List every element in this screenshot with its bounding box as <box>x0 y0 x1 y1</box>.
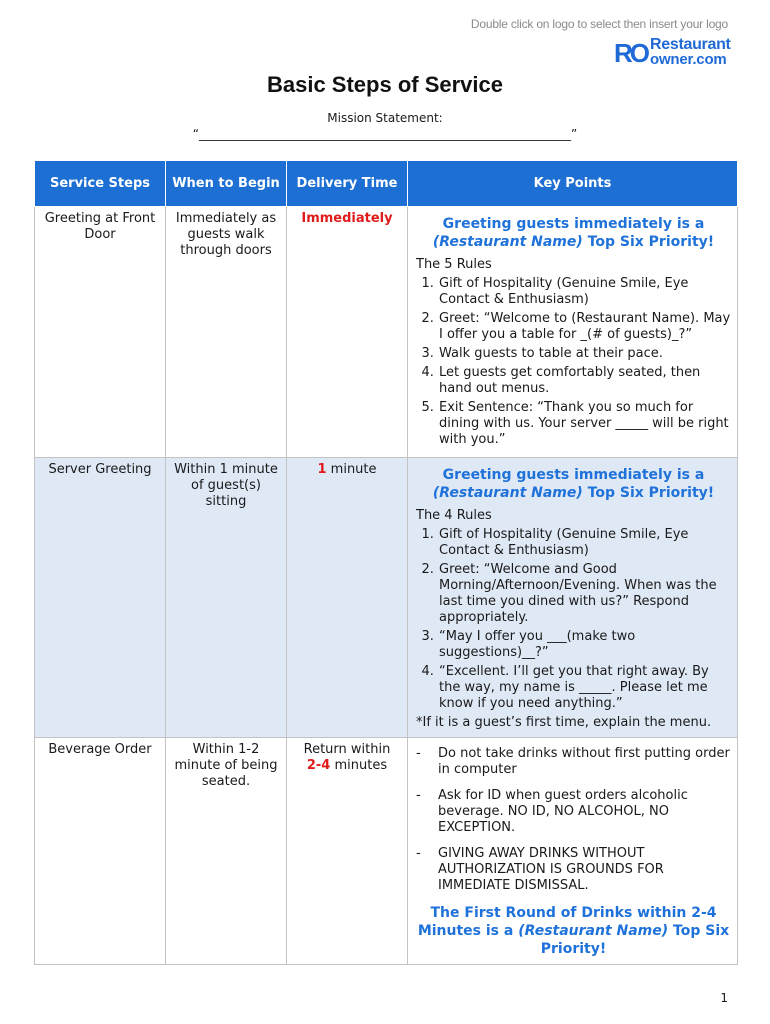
restaurant-owner-logo[interactable] <box>614 35 738 71</box>
table-row <box>35 458 738 738</box>
list-item: 1. Gift of Hospitality (Genuine Smile, Eye Contact & Enthusiasm) <box>438 276 731 308</box>
service-steps-table <box>34 160 738 965</box>
list-item <box>416 746 731 778</box>
rules-list <box>416 527 731 712</box>
table-row <box>35 738 738 965</box>
mission-statement-blank: “______________________________________________________________” <box>192 127 578 141</box>
restaurant-name-placeholder: (Restaurant Name) <box>432 234 583 250</box>
list-item-text: Ask for ID when guest orders alcoholic beverage. NO ID, NO ALCOHOL, NO EXCEPTION. <box>438 788 688 835</box>
rules-title: The 5 Rules <box>416 257 492 272</box>
rules-title: The 4 Rules <box>416 508 492 523</box>
header-when-to-begin: When to Begin <box>166 161 287 207</box>
dash-bullet: - <box>416 746 421 761</box>
list-item: 4. Let guests get comfortably seated, then hand out menus. <box>438 365 731 397</box>
header-service-steps: Service Steps <box>35 161 166 207</box>
delivery-suffix: minute <box>326 462 377 477</box>
beverage-rules-list <box>416 746 731 894</box>
page-number: 1 <box>720 991 728 1005</box>
restaurant-name-placeholder: (Restaurant Name) <box>432 485 583 501</box>
restaurant-name-placeholder: (Restaurant Name) <box>518 923 669 939</box>
list-item <box>416 788 731 836</box>
step-cell: Server Greeting <box>35 458 166 738</box>
delivery-cell <box>287 207 408 458</box>
delivery-cell <box>287 738 408 965</box>
step-cell: Beverage Order <box>35 738 166 965</box>
mission-label: Mission Statement: <box>327 111 443 125</box>
delivery-suffix: minutes <box>330 758 388 773</box>
priority-heading-line-2: Top Six Priority! <box>582 234 715 250</box>
logo-mark: RO <box>614 38 647 68</box>
first-time-note: *If it is a guest’s first time, explain the menu. <box>416 715 712 730</box>
logo-text-line-1: Restaurant <box>650 36 731 53</box>
list-item: 3. “May I offer you ___(make two suggestions)__?” <box>438 629 731 661</box>
dash-bullet: - <box>416 788 421 803</box>
key-points-cell <box>408 738 738 965</box>
list-item: 5. Exit Sentence: “Thank you so much for dining with us. Your server _____ will be right with you.” <box>438 400 731 448</box>
priority-heading-line-2: Top Six Priority! <box>582 485 715 501</box>
delivery-value: 1 <box>317 462 327 477</box>
header-key-points: Key Points <box>408 161 738 207</box>
page-title: Basic Steps of Service <box>266 72 503 97</box>
logo-hint: Double click on logo to select then insert your logo <box>470 17 728 31</box>
drinks-priority-part-1: The First Round of Drinks within 2-4 Minutes is a <box>417 905 717 939</box>
priority-heading <box>416 215 731 251</box>
key-points-cell <box>408 458 738 738</box>
list-item: 4. “Excellent. I’ll get you that right away. By the way, my name is _____. Please let me know if you need anything.” <box>438 664 731 712</box>
step-cell: Greeting at Front Door <box>35 207 166 458</box>
table-row <box>35 207 738 458</box>
key-points-cell <box>408 207 738 458</box>
begin-cell: Within 1 minute of guest(s) sitting <box>166 458 287 738</box>
drinks-priority-statement <box>416 904 731 958</box>
rules-list <box>416 276 731 448</box>
list-item: 2. Greet: “Welcome to (Restaurant Name). May I offer you a table for _(# of guests)_?” <box>438 311 731 343</box>
delivery-value: 2-4 <box>306 758 331 773</box>
dash-bullet: - <box>416 846 421 861</box>
priority-heading <box>416 466 731 502</box>
delivery-value: Immediately <box>301 211 393 226</box>
begin-cell: Immediately as guests walk through doors <box>166 207 287 458</box>
list-item-text: GIVING AWAY DRINKS WITHOUT AUTHORIZATION IS GROUNDS FOR IMMEDIATE DISMISSAL. <box>438 846 664 893</box>
list-item-text: Do not take drinks without first putting order in computer <box>438 746 730 777</box>
header-delivery-time: Delivery Time <box>287 161 408 207</box>
list-item: 2. Greet: “Welcome and Good Morning/Afternoon/Evening. When was the last time you dined with us?” Respond appropriately. <box>438 562 731 626</box>
list-item <box>416 846 731 894</box>
delivery-cell <box>287 458 408 738</box>
begin-cell: Within 1-2 minute of being seated. <box>166 738 287 965</box>
drinks-priority-part-2: Top Six Priority! <box>540 923 730 957</box>
list-item: 3. Walk guests to table at their pace. <box>438 346 731 362</box>
table-header-row <box>35 161 738 207</box>
delivery-prefix: Return within <box>303 742 391 757</box>
list-item: 1. Gift of Hospitality (Genuine Smile, Eye Contact & Enthusiasm) <box>438 527 731 559</box>
priority-heading-line-1: Greeting guests immediately is a <box>442 216 705 232</box>
logo-text-line-2: owner.com <box>650 51 727 68</box>
priority-heading-line-1: Greeting guests immediately is a <box>442 467 705 483</box>
